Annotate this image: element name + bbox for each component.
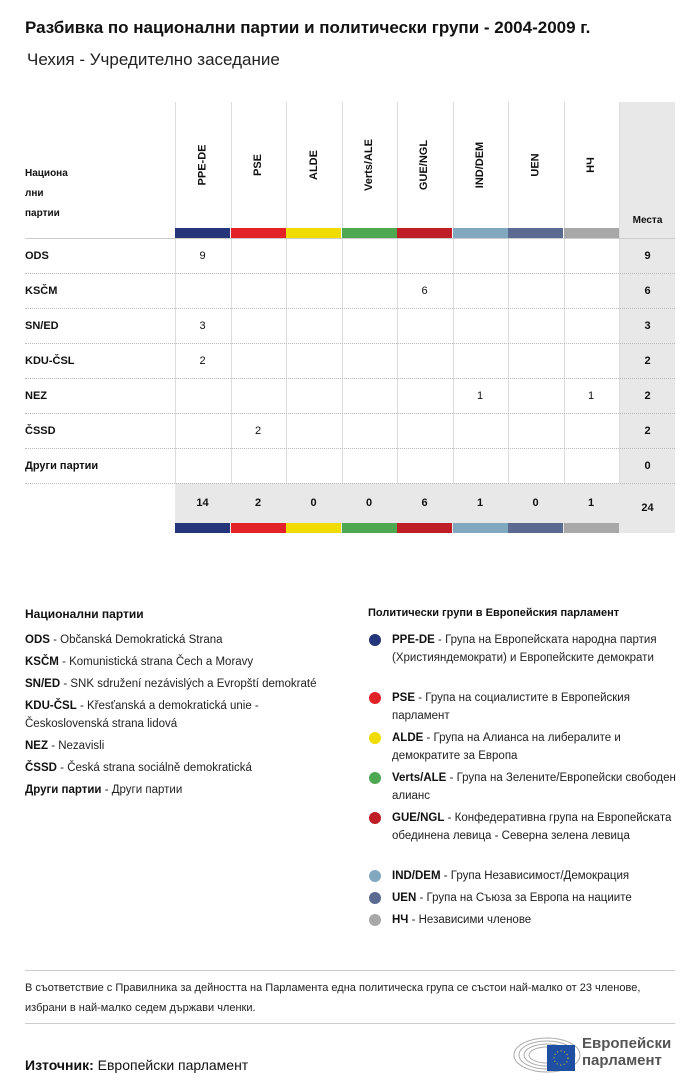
group-header-vertsale <box>342 102 397 228</box>
party-full-name: Česká strana sociálně demokratická <box>67 762 252 774</box>
footnote: В съответствие с Правилника за дейността на Парламента една политическа група се състои най-малко от 23 членове, избрани в най-малко седем държави членки. <box>25 982 641 1014</box>
group-legend-item: Verts/ALE - Група на Зелените/Европейски свободен алианс <box>392 772 676 802</box>
group-code: ALDE <box>307 150 320 180</box>
group-color-bar <box>397 228 452 238</box>
group-full-name: Група на Зелените/Европейски свободен алианс <box>392 772 676 802</box>
logo-line2: парламент <box>582 1052 662 1069</box>
party-legend-item: SN/ED - SNK sdružení nezávislých a Evropští demokraté <box>25 678 317 690</box>
seat-value <box>286 448 341 483</box>
group-abbr: PSE <box>392 692 416 704</box>
group-header-inddem <box>453 102 508 228</box>
group-full-name: Конфедеративна група на Европейската обединена левица - Северна зелена левица <box>392 812 672 842</box>
group-header-ppede <box>175 102 230 228</box>
total-cell: 0 <box>365 497 373 509</box>
parliament-hemicycle-icon <box>512 1033 582 1073</box>
seat-value <box>231 273 286 308</box>
seat-value <box>397 413 452 448</box>
row-seats: 6 <box>644 284 651 297</box>
seat-value <box>397 378 452 413</box>
group-color-bar <box>286 228 341 238</box>
party-legend-item: KSČM - Komunistická strana Čech a Moravy <box>25 656 254 668</box>
party-name: KDU-ČSL <box>25 354 75 367</box>
seat-value <box>231 343 286 378</box>
seat-value <box>175 448 230 483</box>
group-color-bar <box>564 523 619 533</box>
ep-logo <box>512 1033 677 1073</box>
total-cell: 1 <box>476 497 484 509</box>
logo-text <box>582 1035 671 1069</box>
group-abbr: IND/DEM <box>392 870 441 882</box>
group-legend-item: ALDE - Група на Алианса на либералите и демократите за Европа <box>392 732 621 762</box>
source-label: Източник: <box>25 1057 94 1073</box>
group-color-bar <box>175 523 230 533</box>
group-color-bar <box>397 523 452 533</box>
seat-value <box>342 308 397 343</box>
seat-value: 1 <box>476 389 484 402</box>
group-color-dot-icon <box>369 772 381 784</box>
total-cell: 2 <box>254 497 262 509</box>
total-cell: 6 <box>421 497 428 509</box>
page-subtitle: Чехия - Учредително заседание <box>27 50 280 69</box>
party-abbr: SN/ED <box>25 678 61 690</box>
group-header-uen <box>508 102 563 228</box>
group-header-guengl <box>397 102 452 228</box>
seat-value: 2 <box>199 354 206 367</box>
group-legend-item: UEN - Група на Съюза за Европа на нациите <box>392 892 632 904</box>
group-color-bar <box>231 523 286 533</box>
seat-value <box>508 378 563 413</box>
party-legend-item: ODS - Občanská Demokratická Strana <box>25 634 223 646</box>
group-color-dot-icon <box>369 692 381 704</box>
row-seats: 0 <box>644 459 651 472</box>
party-full-name: Други партии <box>111 784 183 796</box>
party-abbr: NEZ <box>25 740 48 752</box>
seats-table <box>25 102 675 533</box>
group-code: PPE-DE <box>196 144 209 186</box>
group-full-name: Група на социалистите в Европейския парламент <box>392 692 630 722</box>
group-legend-item: НЧ - Независими членове <box>392 914 532 926</box>
group-full-name: Група на Съюза за Европа на нациите <box>426 892 632 904</box>
seat-value <box>342 273 397 308</box>
seat-value <box>508 238 563 273</box>
group-color-dot-icon <box>369 914 381 926</box>
seat-value <box>508 448 563 483</box>
parties-legend-heading: Национални партии <box>25 607 144 621</box>
seat-value: 9 <box>199 249 206 262</box>
seat-value <box>564 413 619 448</box>
group-color-bar <box>231 228 286 238</box>
seat-value <box>286 413 341 448</box>
party-name: ČSSD <box>25 424 56 437</box>
group-abbr: GUE/NGL <box>392 812 445 824</box>
group-color-dot-icon <box>369 892 381 904</box>
party-column-header <box>25 164 68 224</box>
seat-value <box>231 448 286 483</box>
group-full-name: Независими членове <box>418 914 532 926</box>
party-name: SN/ED <box>25 319 59 332</box>
party-name: ODS <box>25 249 49 262</box>
seat-value <box>564 273 619 308</box>
page-title: Разбивка по национални партии и политически групи - 2004-2009 г. <box>25 18 591 37</box>
party-name: KSČM <box>25 284 58 297</box>
divider <box>25 970 675 971</box>
seat-value <box>453 308 508 343</box>
total-cell: 14 <box>196 497 209 509</box>
party-abbr: ČSSD <box>25 762 57 774</box>
party-full-name: Nezavisli <box>58 740 105 752</box>
party-full-name: Komunistická strana Čech a Moravy <box>69 656 254 668</box>
seat-value <box>508 343 563 378</box>
group-code: IND/DEM <box>473 141 486 189</box>
group-color-dot-icon <box>369 634 381 646</box>
group-header-pse <box>231 102 286 228</box>
seat-value <box>175 413 230 448</box>
group-legend-item: PSE - Група на социалистите в Европейския парламент <box>392 692 630 722</box>
divider <box>25 1023 675 1024</box>
party-header-line: Национа <box>25 168 68 179</box>
group-header-alde <box>286 102 341 228</box>
seat-value <box>564 238 619 273</box>
seat-value <box>342 448 397 483</box>
groups-legend-heading: Политически групи в Европейския парламент <box>368 607 620 619</box>
party-abbr: KSČM <box>25 656 59 668</box>
party-header-line: партии <box>25 208 60 219</box>
seat-value <box>453 238 508 273</box>
group-full-name: Група Независимост/Демокрация <box>450 870 630 882</box>
party-abbr: Други партии <box>25 784 102 796</box>
group-color-dot-icon <box>369 812 381 824</box>
seat-value: 1 <box>587 389 595 402</box>
row-seats: 9 <box>644 249 651 262</box>
seat-value <box>175 273 230 308</box>
group-color-bar <box>175 228 230 238</box>
group-legend-item: PPE-DE - Група на Европейската народна партия (Християндемократи) и Европейските демократи <box>392 634 657 664</box>
seat-value <box>342 378 397 413</box>
group-legend-item: GUE/NGL - Конфедеративна група на Европейската обединена левица - Северна зелена левица <box>392 812 672 842</box>
seat-value <box>286 308 341 343</box>
seat-value: 3 <box>199 319 206 332</box>
group-color-bar <box>342 523 397 533</box>
seat-value <box>231 308 286 343</box>
source <box>25 1057 248 1073</box>
group-code: UEN <box>529 153 542 177</box>
group-color-bar <box>286 523 341 533</box>
seat-value <box>508 308 563 343</box>
seat-value <box>508 273 563 308</box>
party-name: NEZ <box>25 389 47 402</box>
group-abbr: PPE-DE <box>392 634 435 646</box>
party-full-name: Občanská Demokratická Strana <box>60 634 223 646</box>
group-abbr: UEN <box>392 892 417 904</box>
seat-value <box>231 378 286 413</box>
seat-value <box>286 343 341 378</box>
seat-value <box>342 413 397 448</box>
seat-value <box>564 448 619 483</box>
seat-value <box>453 273 508 308</box>
group-color-bar <box>453 228 508 238</box>
seat-value <box>453 413 508 448</box>
total-cell: 0 <box>310 497 317 509</box>
group-full-name: Група на Алианса на либералите и демократите за Европа <box>392 732 621 762</box>
row-seats: 3 <box>644 319 651 332</box>
group-abbr: НЧ <box>392 914 409 926</box>
group-header- <box>564 102 619 228</box>
total-cell: 0 <box>532 497 539 509</box>
row-seats: 2 <box>644 389 651 402</box>
source-value: Европейски парламент <box>97 1057 249 1073</box>
seat-value: 2 <box>254 424 262 437</box>
seat-value <box>564 308 619 343</box>
seat-value <box>286 238 341 273</box>
seat-value <box>397 343 452 378</box>
row-seats: 2 <box>644 424 651 437</box>
seat-value: 6 <box>421 284 428 297</box>
seat-value <box>508 413 563 448</box>
total-cell: 1 <box>587 497 595 509</box>
seat-value <box>231 238 286 273</box>
total-seats: 24 <box>641 502 654 514</box>
party-full-name: Křesťanská a demokratická unie - Československá strana lidová <box>25 700 259 730</box>
party-legend-item: KDU-ČSL - Křesťanská a demokratická unie - Československá strana lidová <box>25 700 259 730</box>
seat-value <box>342 343 397 378</box>
seat-value <box>397 448 452 483</box>
seat-value <box>342 238 397 273</box>
seat-value <box>453 448 508 483</box>
group-code: PSE <box>251 153 264 177</box>
party-legend-item: NEZ - Nezavisli <box>25 740 105 752</box>
row-divider <box>25 483 675 484</box>
group-abbr: ALDE <box>392 732 424 744</box>
group-code: НЧ <box>585 157 597 173</box>
group-color-bar <box>564 228 619 238</box>
group-legend-item: IND/DEM - Група Независимост/Демокрация <box>392 870 630 882</box>
group-color-bar <box>453 523 508 533</box>
group-color-dot-icon <box>369 732 381 744</box>
seat-value <box>175 378 230 413</box>
seat-value <box>453 343 508 378</box>
group-color-bar <box>508 523 563 533</box>
party-legend-item: Други партии - Други партии <box>25 784 183 796</box>
group-color-dot-icon <box>369 870 381 882</box>
group-code: GUE/NGL <box>418 139 431 191</box>
party-header-line: лни <box>25 188 44 199</box>
party-legend-item: ČSSD - Česká strana sociálně demokratická <box>25 762 252 774</box>
seat-value <box>286 378 341 413</box>
seat-value <box>286 273 341 308</box>
seats-header: Места <box>632 214 663 226</box>
group-abbr: Verts/ALE <box>392 772 447 784</box>
group-code: Verts/ALE <box>363 139 375 191</box>
seat-value <box>397 308 452 343</box>
row-seats: 2 <box>644 354 651 367</box>
seat-value <box>397 238 452 273</box>
logo-line1: Европейски <box>582 1035 672 1052</box>
group-full-name: Група на Европейската народна партия (Християндемократи) и Европейските демократи <box>392 634 657 664</box>
party-full-name: SNK sdružení nezávislých a Evropští demokraté <box>70 678 317 690</box>
party-name: Други партии <box>25 459 99 472</box>
party-abbr: ODS <box>25 634 50 646</box>
group-color-bar <box>342 228 397 238</box>
party-abbr: KDU-ČSL <box>25 700 77 712</box>
seat-value <box>564 343 619 378</box>
group-color-bar <box>508 228 563 238</box>
